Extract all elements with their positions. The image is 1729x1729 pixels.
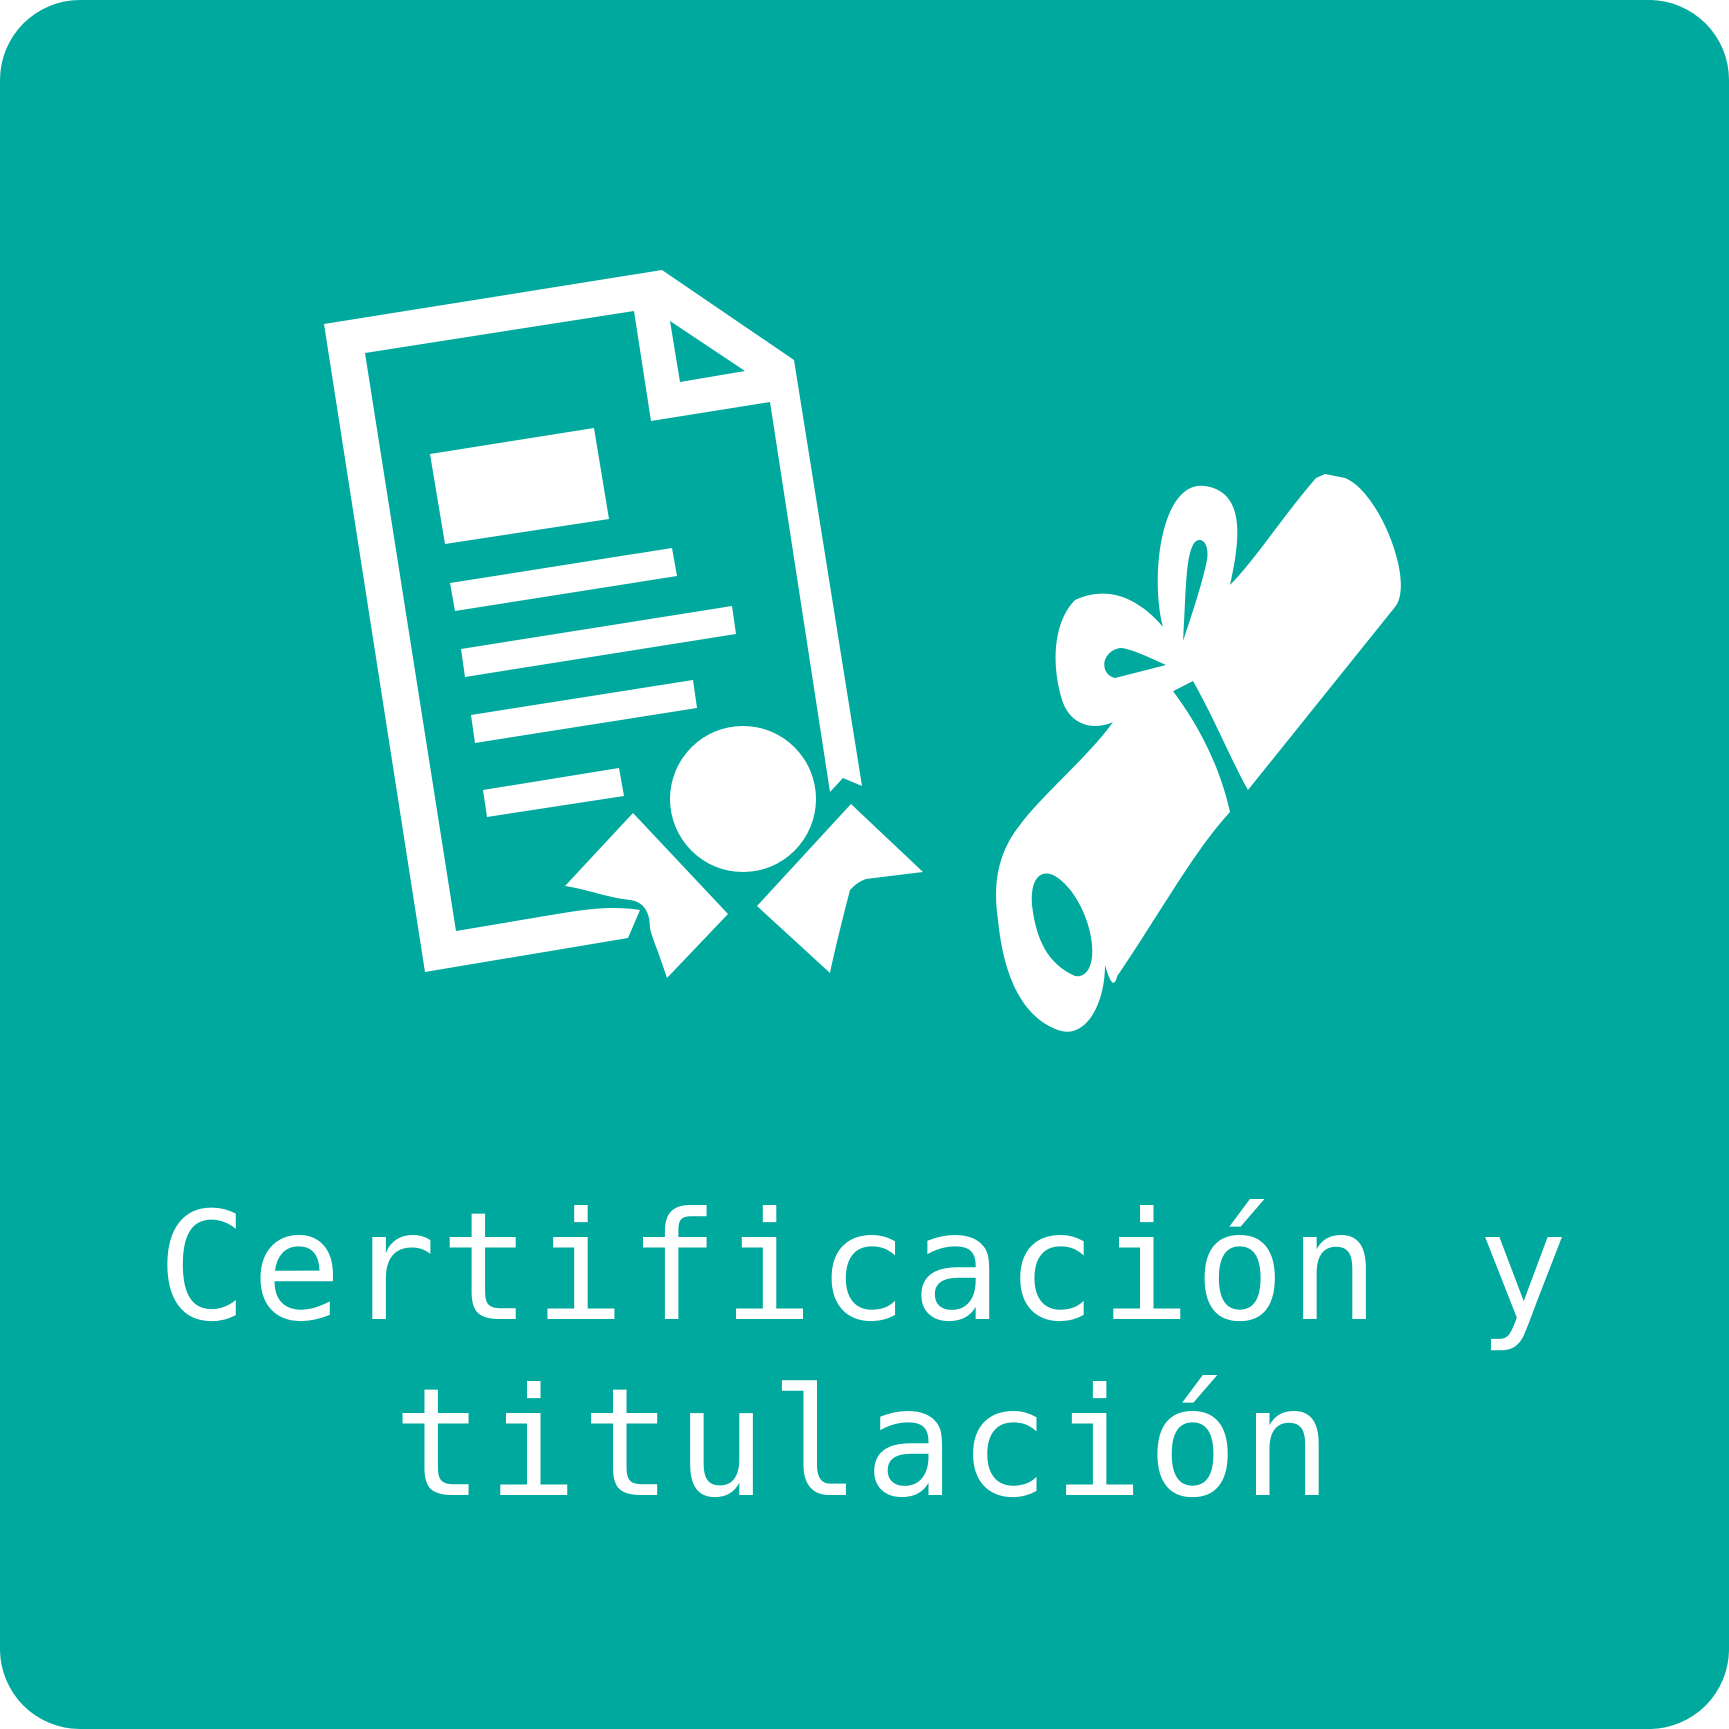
scroll-lower-roll bbox=[996, 682, 1230, 1032]
seal-medallion bbox=[670, 726, 816, 872]
caption-line-2: titulación bbox=[392, 1357, 1337, 1531]
certificate-text-line bbox=[450, 548, 677, 611]
caption-line-1: Certificación y bbox=[157, 1181, 1572, 1355]
rolled-diploma-scroll-icon bbox=[996, 474, 1401, 1032]
certificate-text-line bbox=[461, 606, 736, 677]
award-seal-icon bbox=[565, 726, 923, 978]
certificate-text-line bbox=[471, 680, 697, 743]
certificate-photo-block bbox=[430, 428, 609, 544]
tile-caption bbox=[0, 1180, 1729, 1532]
certificate-text-line bbox=[483, 768, 624, 817]
